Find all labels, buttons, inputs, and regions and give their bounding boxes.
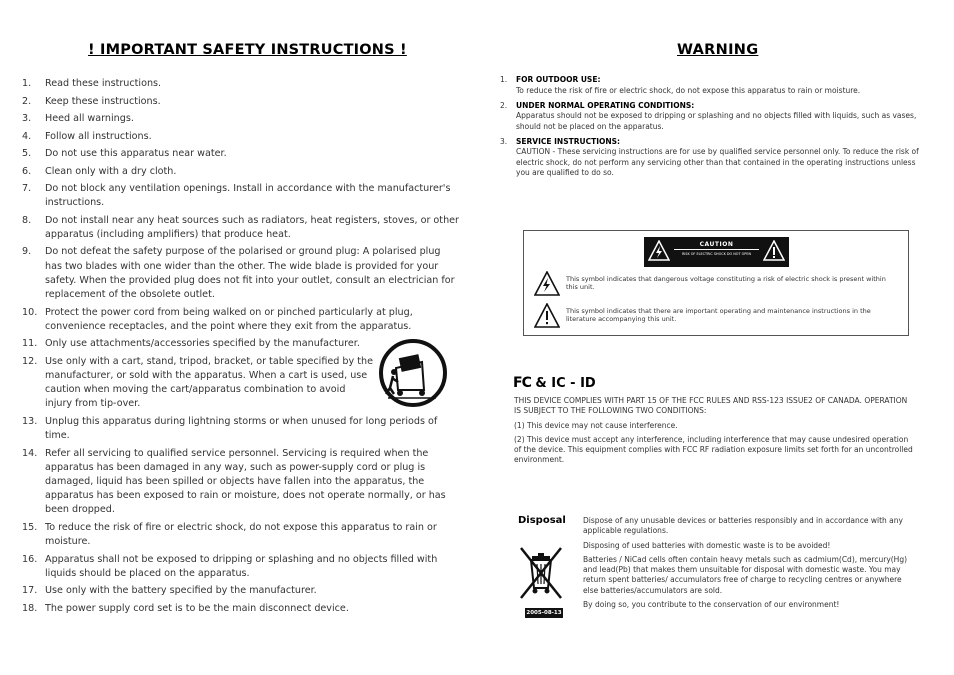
disposal-body — [583, 516, 918, 614]
item-heading: SERVICE INSTRUCTIONS: — [516, 136, 621, 146]
item-number: 1. — [22, 78, 32, 89]
list-item — [22, 415, 460, 443]
item-number: 3. — [22, 113, 32, 124]
item-text: Follow all instructions. — [45, 130, 152, 142]
warning-title: WARNING — [677, 42, 759, 58]
item-number: 3. — [500, 136, 508, 146]
disposal-paragraph-3: Batteries / NiCad cells often contain heavy metals such as cadmium(Cd), mercury(Hg) and lead(Pb) that makes them unsuitable for disposal with domestic waste. You may return spent batteries/ accumulators free of charge to recycling centres or anywhere else batteries/accumulators are sold. — [583, 554, 908, 595]
list-item — [22, 602, 460, 616]
item-text: Protect the power cord from being walked on or pinched particularly at plug, convenience receptacles, and the point where they exit from the apparatus. — [45, 306, 413, 332]
item-text: Do not block any ventilation openings. Install in accordance with the manufacturer's instructions. — [45, 183, 451, 209]
fcc-heading — [513, 375, 596, 391]
cart-tip-over-icon — [378, 338, 448, 408]
item-number: 8. — [22, 214, 32, 226]
lightning-triangle-icon — [534, 271, 560, 297]
fcc-line-2: (1) This device may not cause interference. — [514, 420, 678, 430]
item-text: Clean only with a dry cloth. — [45, 165, 177, 177]
list-item — [22, 77, 460, 91]
item-text: Apparatus shall not be exposed to dripping or splashing and no objects filled with liquids should be placed on the apparatus. — [45, 553, 438, 579]
list-item — [22, 447, 460, 518]
list-item — [22, 584, 460, 598]
item-text: Do not use this apparatus near water. — [45, 148, 227, 159]
safety-title: ! IMPORTANT SAFETY INSTRUCTIONS ! — [88, 42, 407, 58]
list-item — [22, 306, 460, 334]
item-number: 11. — [22, 338, 38, 350]
item-number: 15. — [22, 521, 38, 533]
item-text: Unplug this apparatus during lightning storms or when unused for long periods of time. — [45, 415, 438, 442]
list-item — [22, 553, 460, 581]
symbol-explanation-box — [523, 230, 909, 336]
caution-title: CAUTION — [674, 241, 759, 250]
item-text: CAUTION - These servicing instructions are for use by qualified service personnel only. To reduce the risk of electric shock, do not perform any servicing other than that contained in the operating instructions unless you are qualified to do so. — [516, 147, 919, 177]
list-item — [22, 165, 460, 179]
lightning-warning-icon — [648, 240, 670, 262]
fcc-line-1: THIS DEVICE COMPLIES WITH PART 15 OF THE FCC RULES AND RSS-123 ISSUE2 OF CANADA. OPERATION IS SUBJECT TO THE FOLLOWING TWO CONDITIONS: — [514, 396, 908, 416]
list-item — [22, 521, 460, 549]
item-number: 1. — [500, 75, 508, 84]
warning-list — [500, 75, 930, 183]
list-item — [22, 112, 460, 126]
item-text: Do not install near any heat sources such as radiators, heat registers, stoves, or other apparatus (including amplifiers) that produce heat. — [45, 214, 459, 240]
list-item — [22, 95, 460, 109]
list-item — [500, 101, 930, 133]
item-number: 7. — [22, 183, 32, 194]
item-number: 2. — [22, 95, 32, 107]
list-item — [22, 245, 460, 302]
list-item — [22, 147, 460, 161]
item-number: 5. — [22, 148, 32, 159]
fcc-logo: FC — [513, 375, 531, 391]
instructions-symbol-text: This symbol indicates that there are important operating and maintenance instructions in the literature accompanying this unit. — [566, 307, 871, 323]
item-text: Read these instructions. — [45, 78, 162, 89]
fcc-title: & IC - ID — [535, 376, 596, 391]
item-number: 10. — [22, 306, 38, 318]
item-number: 17. — [22, 585, 38, 597]
item-number: 4. — [22, 130, 32, 142]
item-text: Use only with a cart, stand, tripod, bracket, or table specified by the manufacturer, or sold with the apparatus. When a cart is used, use caution when moving the cart/apparatus combination to avoid injury from tip-over. — [45, 355, 373, 410]
disposal-paragraph-1: Dispose of any unusable devices or batteries responsibly and in accordance with any applicable regulations. — [583, 516, 903, 536]
disposal-paragraph-4: By doing so, you contribute to the conservation of our environment! — [583, 600, 840, 610]
list-item — [22, 182, 460, 210]
exclamation-warning-icon — [763, 240, 785, 262]
list-item — [500, 137, 930, 179]
item-number: 18. — [22, 602, 38, 614]
item-text: To reduce the risk of fire or electric shock, do not expose this apparatus to rain or moisture. — [45, 521, 437, 548]
item-text: Refer all servicing to qualified service personnel. Servicing is required when the apparatus has been damaged in any way, such as power-supply cord or plug is damaged, liquid has been spilled or objects have fallen into the apparatus, the apparatus has been exposed to rain or moisture, does not operate normally, or has been dropped. — [45, 447, 446, 516]
item-text: Keep these instructions. — [45, 95, 161, 107]
disposal-date-badge: 2005-08-13 — [526, 610, 562, 616]
item-text: Use only with the battery specified by the manufacturer. — [45, 585, 317, 597]
item-number: 16. — [22, 553, 38, 565]
list-item — [22, 214, 460, 242]
disposal-title: Disposal — [518, 515, 566, 526]
caution-label — [644, 237, 789, 267]
item-number: 14. — [22, 447, 38, 459]
item-number: 12. — [22, 355, 38, 367]
list-item — [500, 75, 930, 96]
item-text: To reduce the risk of fire or electric shock, do not expose this apparatus to rain or moisture. — [516, 85, 861, 95]
item-text: Apparatus should not be exposed to dripping or splashing and no objects filled with liquids, such as vases, should not be placed on the apparatus. — [516, 111, 917, 131]
disposal-paragraph-2: Disposing of used batteries with domestic waste is to be avoided! — [583, 540, 831, 550]
item-text: Heed all warnings. — [45, 113, 134, 124]
item-heading: UNDER NORMAL OPERATING CONDITIONS: — [516, 100, 695, 110]
fcc-line-3: (2) This device must accept any interference, including interference that may cause undesired operation of the device. This equipment complies with FCC RF radiation exposure limits set forth for an uncontrolled environment. — [514, 434, 913, 465]
voltage-symbol-text: This symbol indicates that dangerous voltage constituting a risk of electric shock is present within this unit. — [566, 275, 886, 291]
crossed-out-bin-icon — [517, 544, 565, 602]
item-number: 2. — [500, 100, 508, 110]
item-text: The power supply cord set is to be the main disconnect device. — [45, 602, 349, 614]
list-item — [22, 130, 460, 144]
exclamation-triangle-icon — [534, 303, 560, 329]
item-number: 9. — [22, 246, 32, 258]
item-text: Only use attachments/accessories specified by the manufacturer. — [45, 338, 360, 350]
item-heading: FOR OUTDOOR USE: — [516, 75, 601, 84]
fcc-body — [514, 396, 914, 470]
caution-subtitle: RISK OF ELECTRIC SHOCK DO NOT OPEN — [681, 252, 752, 256]
item-text: Do not defeat the safety purpose of the polarised or ground plug: A polarised plug has two blades with one wider than the other. The wide blade is provided for your safety. When the provided plug does not fit into your outlet, consult an electrician for replacement of the obsolete outlet. — [45, 246, 455, 301]
item-number: 13. — [22, 415, 38, 427]
item-number: 6. — [22, 165, 32, 177]
